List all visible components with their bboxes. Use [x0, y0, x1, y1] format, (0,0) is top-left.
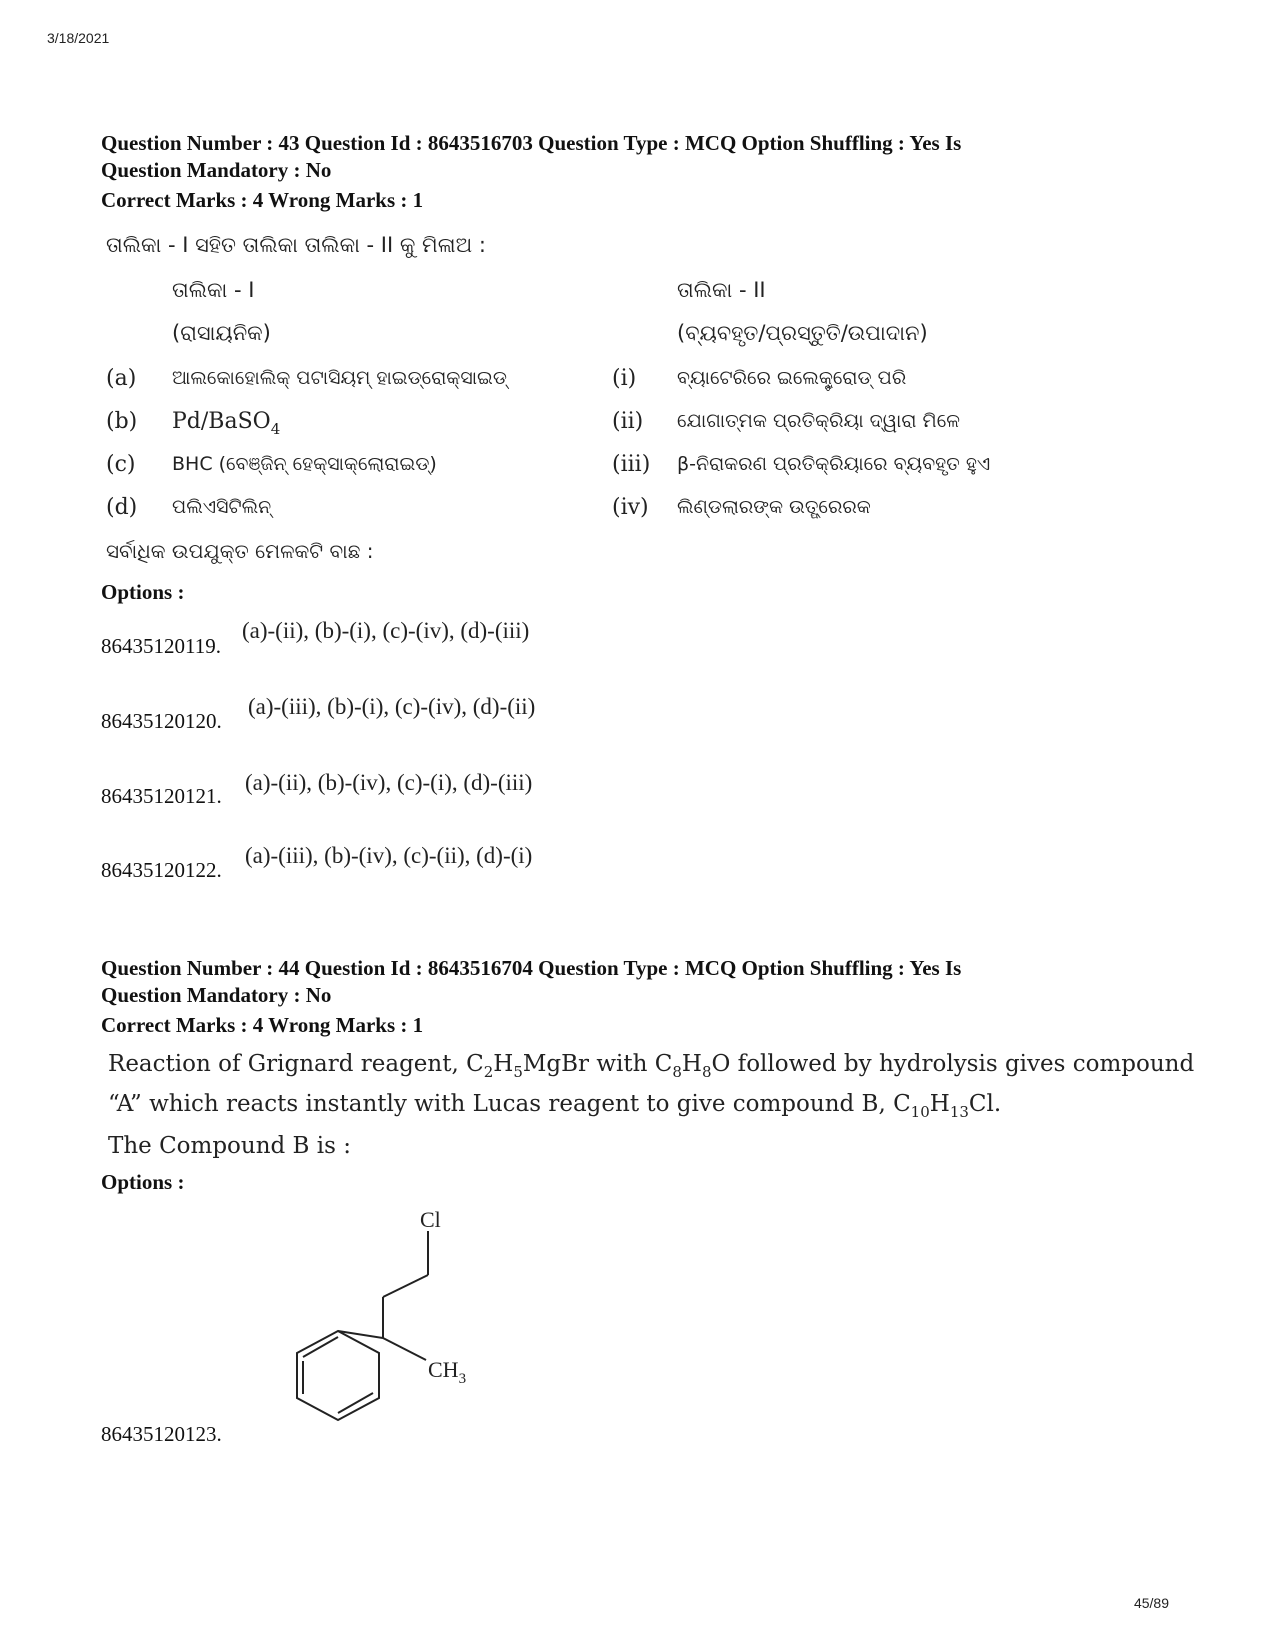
q43-option-2-id: 86435120120. [101, 709, 222, 733]
q44-header [101, 955, 1181, 1009]
row-ii-value: ଯୋଗାତ୍ମକ ପ୍ରତିକ୍ରିୟା ଦ୍ୱାରା ମିଳେ [677, 410, 960, 432]
q44-marks: Correct Marks : 4 Wrong Marks : 1 [101, 1013, 424, 1037]
row-iii-key: (iii) [612, 452, 651, 477]
row-c-key: (c) [106, 452, 136, 477]
q43-header-line2: Question Mandatory : No [101, 158, 332, 182]
q43-options-label: Options : [101, 580, 185, 604]
print-date: 3/18/2021 [47, 30, 110, 46]
row-d-key: (d) [106, 495, 138, 520]
row-d-value: ପଲିଏସିଟିଲିନ୍ [172, 496, 272, 518]
row-iv-key: (iv) [612, 495, 649, 520]
q43-prompt: ତାଲିକା - I ସହିତ ତାଲିକା ତାଲିକା - II କୁ ମିଳାଅ : [106, 233, 486, 257]
q43-option-1-id: 86435120119. [101, 634, 221, 658]
row-b-value: Pd/BaSO$_4$ [172, 409, 281, 438]
q43-option-4-text[interactable]: (a)-(iii), (b)-(iv), (c)-(ii), (d)-(i) [245, 843, 533, 868]
list1-title: ତାଲିକା - I [172, 278, 255, 302]
q43-option-2-text[interactable]: (a)-(iii), (b)-(i), (c)-(iv), (d)-(ii) [248, 694, 536, 719]
q43-option-3-id: 86435120121. [101, 784, 222, 808]
methyl-label: $CH_3$ [428, 1357, 467, 1387]
q44-text-line3: The Compound B is : [108, 1133, 351, 1159]
row-iii-value: β-ନିରାକରଣ ପ୍ରତିକ୍ରିୟାରେ ବ୍ୟବହୃତ ହୁଏ [677, 453, 991, 475]
q44-option-1-id: 86435120123. [101, 1422, 222, 1446]
page-number: 45/89 [1133, 1595, 1169, 1611]
list2-subtitle: (ବ୍ୟବହୃତ/ପ୍ରସ୍ତୁତି/ଉପାଦାନ) [677, 321, 928, 345]
row-i-key: (i) [612, 366, 637, 391]
q43-option-1-text[interactable]: (a)-(ii), (b)-(i), (c)-(iv), (d)-(iii) [242, 618, 530, 643]
q44-text-line2: “A” which reacts instantly with Lucas reagent to give compound B, $C_{10}H_{13}Cl$. [108, 1091, 1002, 1121]
row-i-value: ବ୍ୟାଟେରିରେ ଇଲେକ୍ଟ୍ରୋଡ୍ ପରି [677, 367, 907, 389]
row-b-key: (b) [106, 409, 138, 434]
row-iv-value: ଲିଣ୍ଡଲାରଙ୍କ ଉତ୍ପ୍ରେରକ [677, 496, 871, 518]
q44-header-line1: Question Number : 44 Question Id : 8643516704 Question Type : MCQ Option Shuffling : Yes Is [101, 956, 962, 980]
q43-choose: ସର୍ବାଧିକ ଉପଯୁକ୍ତ ମେଳକଟି ବାଛ : [106, 539, 374, 563]
row-a-value: ଆଲକୋହୋଲିକ୍ ପଟାସିୟମ୍ ହାଇଡ୍ରୋକ୍ସାଇଡ୍ [172, 367, 507, 389]
row-c-value: BHC (ବେଞ୍ଜିନ୍ ହେକ୍ସାକ୍ଲୋରାଇଡ୍) [172, 453, 437, 475]
row-ii-key: (ii) [612, 409, 644, 434]
row-a-key: (a) [106, 366, 137, 391]
q43-header-line1: Question Number : 43 Question Id : 8643516703 Question Type : MCQ Option Shuffling : Yes Is [101, 131, 962, 155]
q44-text-line1: Reaction of Grignard reagent, $C_2H_5MgBr$ with $C_8H_8O$ followed by hydrolysis gives compound [108, 1051, 1195, 1081]
q43-option-3-text[interactable]: (a)-(ii), (b)-(iv), (c)-(i), (d)-(iii) [245, 770, 533, 795]
q43-marks: Correct Marks : 4 Wrong Marks : 1 [101, 188, 424, 212]
list1-subtitle: (ରାସାୟନିକ) [172, 321, 271, 345]
list2-title: ତାଲିକା - II [677, 278, 766, 302]
q44-option-1-structure[interactable] [240, 1205, 500, 1445]
chlorine-label: Cl [420, 1207, 441, 1232]
q43-option-4-id: 86435120122. [101, 858, 222, 882]
q43-header [101, 130, 1181, 184]
q44-options-label: Options : [101, 1170, 185, 1194]
q44-header-line2: Question Mandatory : No [101, 983, 332, 1007]
benzene-ring [297, 1331, 379, 1420]
